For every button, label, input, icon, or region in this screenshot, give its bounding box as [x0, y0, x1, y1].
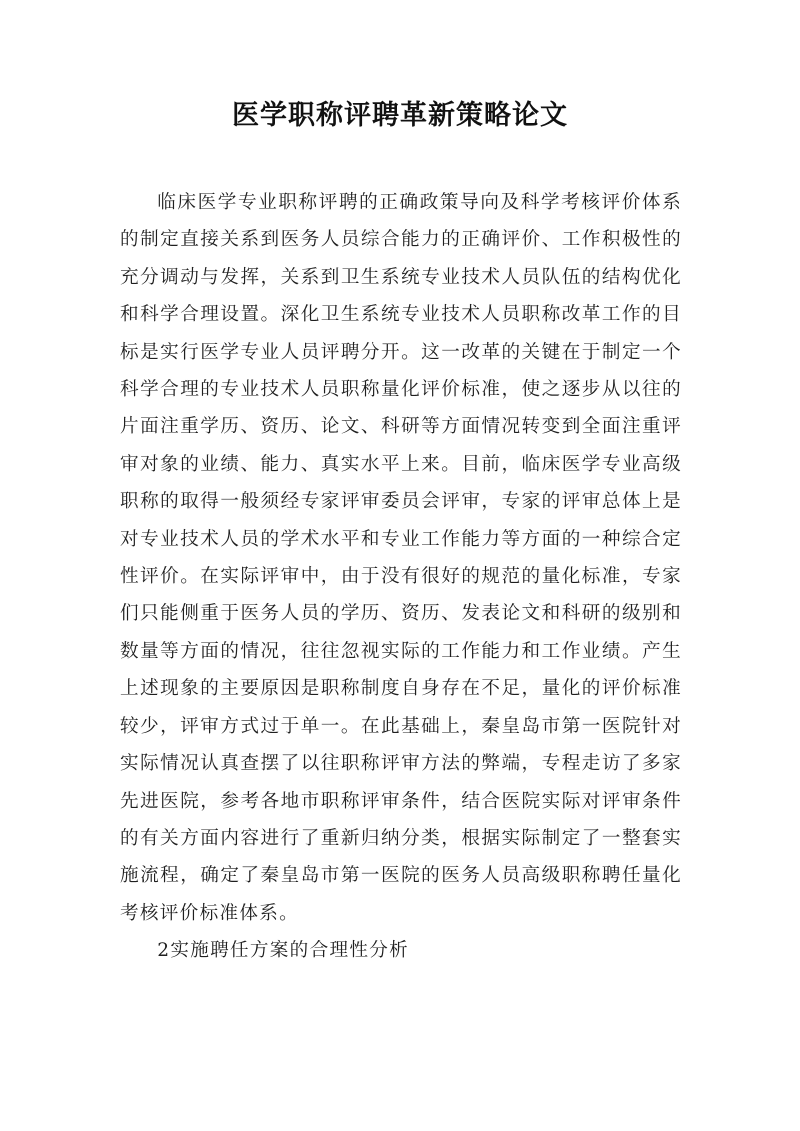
document-title: 医学职称评聘革新策略论文 — [232, 100, 568, 131]
section-heading: 2实施聘任方案的合理性分析 — [157, 940, 410, 962]
body-paragraph: 临床医学专业职称评聘的正确政策导向及科学考核评价体系的制定直接关系到医务人员综合能力的正确评价、工作积极性的充分调动与发挥，关系到卫生系统专业技术人员队伍的结构优化和科学合理设置。深化卫生系统专业技术人员职称改革工作的目标是实行医学专业人员评聘分开。这一改革的关键在于制定一个科学合理的专业技术人员职称量化评价标准，使之逐步从以往的片面注重学历、资历、论文、科研等方面情况转变到全面注重评审对象的业绩、能力、真实水平上来。目前，临床医学专业高级职称的取得一般须经专家评审委员会评审，专家的评审总体上是对专业技术人员的学术水平和专业工作能力等方面的一种综合定性评价。在实际评审中，由于没有很好的规范的量化标准，专家们只能侧重于医务人员的学历、资历、发表论文和科研的级别和数量等方面的情况，往往忽视实际的工作能力和工作业绩。产生上述现象的主要原因是职称制度自身存在不足，量化的评价标准较少，评审方式过于单一。在此基础上，秦皇岛市第一医院针对实际情况认真查摆了以往职称评审方法的弊端，专程走访了多家先进医院，参考各地市职称评审条件，结合医院实际对评审条件的有关方面内容进行了重新归纳分类，根据实际制定了一整套实施流程，确定了秦皇岛市第一医院的医务人员高级职称聘任量化考核评价标准体系。 — [120, 192, 682, 924]
document-body — [120, 184, 682, 970]
